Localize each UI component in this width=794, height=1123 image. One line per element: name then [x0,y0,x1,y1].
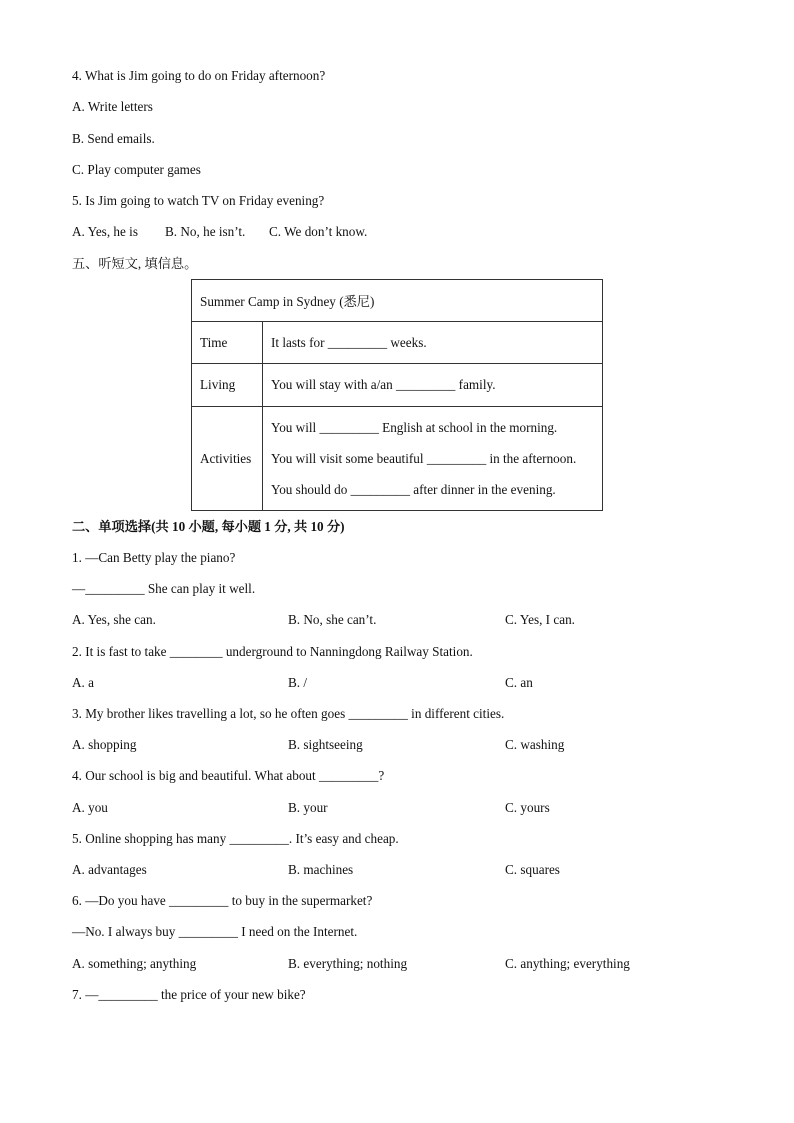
option-c: C. yours [505,800,550,815]
row-text-time: It lasts for _________ weeks. [263,322,603,364]
question-line: —No. I always buy _________ I need on the Internet. [72,924,358,939]
question-line: 4. Our school is big and beautiful. What about _________? [72,768,385,783]
option-b: B. / [288,675,308,690]
option-c: C. Yes, I can. [505,612,575,627]
option-b: B. No, she can’t. [288,612,377,627]
question-line: 6. —Do you have _________ to buy in the supermarket? [72,893,373,908]
option-a: A. you [72,800,108,815]
question-4-option-c: C. Play computer games [72,162,201,177]
row-text-activities [263,407,603,511]
question-4-option-a: A. Write letters [72,99,153,114]
option-a: A. a [72,675,94,690]
row-label-activities: Activities [192,407,263,511]
question-line: 7. —_________ the price of your new bike? [72,987,306,1002]
option-a: A. shopping [72,737,137,752]
activity-line: You will _________ English at school in the morning. [271,420,558,435]
section-2-heading: 二、单项选择(共 10 小题, 每小题 1 分, 共 10 分) [72,519,345,534]
option-c: C. squares [505,862,560,877]
option-a: A. advantages [72,862,147,877]
table-row [192,364,603,407]
question-5-option-a: A. Yes, he is [72,224,138,239]
question-4: 4. What is Jim going to do on Friday afternoon? [72,68,326,83]
option-c: C. anything; everything [505,956,630,971]
row-label-living: Living [192,364,263,407]
question-5-option-b: B. No, he isn’t. [165,224,246,239]
question-line: 3. My brother likes travelling a lot, so he often goes _________ in different cities. [72,706,505,721]
question-5: 5. Is Jim going to watch TV on Friday evening? [72,193,325,208]
question-line: 2. It is fast to take ________ underground to Nanningdong Railway Station. [72,644,473,659]
row-text-living: You will stay with a/an _________ family. [263,364,603,407]
section-5-heading: 五、听短文, 填信息。 [72,256,198,271]
summer-camp-table [191,279,603,511]
activity-line: You should do _________ after dinner in the evening. [271,482,556,497]
question-line: —_________ She can play it well. [72,581,256,596]
table-title: Summer Camp in Sydney (悉尼) [192,280,603,322]
option-a: A. Yes, she can. [72,612,156,627]
activity-line: You will visit some beautiful _________ in the afternoon. [271,451,577,466]
table-row [192,407,603,511]
option-b: B. your [288,800,328,815]
option-c: C. washing [505,737,565,752]
option-c: C. an [505,675,533,690]
option-b: B. machines [288,862,354,877]
question-4-option-b: B. Send emails. [72,131,155,146]
option-b: B. sightseeing [288,737,363,752]
row-label-time: Time [192,322,263,364]
table-row [192,322,603,364]
option-b: B. everything; nothing [288,956,408,971]
question-line: 1. —Can Betty play the piano? [72,550,236,565]
question-5-option-c: C. We don’t know. [269,224,368,239]
question-line: 5. Online shopping has many _________. It’s easy and cheap. [72,831,399,846]
option-a: A. something; anything [72,956,197,971]
